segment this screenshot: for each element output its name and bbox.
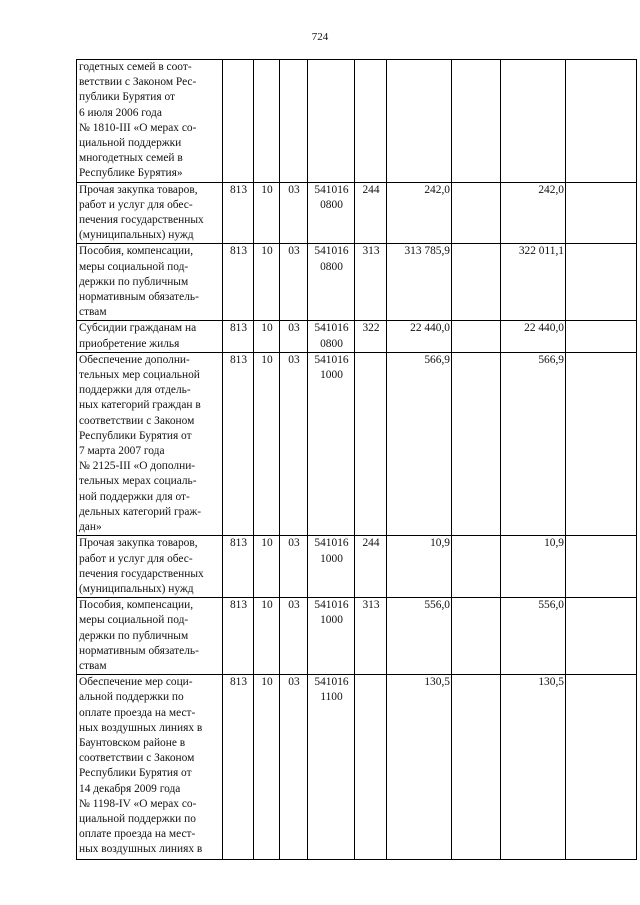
amount-2 <box>452 675 501 860</box>
amount-3: 242,0 <box>501 182 566 244</box>
section-code <box>254 60 280 183</box>
target-code: 541016 0800 <box>308 321 355 352</box>
table-row <box>77 598 637 675</box>
subsection-code: 03 <box>280 352 308 535</box>
ministry-code: 813 <box>223 244 254 321</box>
empty-cell <box>566 321 637 352</box>
amount-1: 242,0 <box>387 182 452 244</box>
section-code: 10 <box>254 598 280 675</box>
row-name: Пособия, компенсации, меры социальной под- держки по публичным нормативным обязатель- ствам <box>77 598 223 675</box>
target-code: 541016 1100 <box>308 675 355 860</box>
amount-2 <box>452 352 501 535</box>
amount-2 <box>452 598 501 675</box>
amount-3 <box>501 60 566 183</box>
expense-code: 313 <box>355 598 387 675</box>
target-code: 541016 1000 <box>308 352 355 535</box>
row-name: Прочая закупка товаров, работ и услуг для обес- печения государственных (муниципальных) нужд <box>77 182 223 244</box>
section-code: 10 <box>254 244 280 321</box>
expense-code: 244 <box>355 182 387 244</box>
target-code: 541016 0800 <box>308 244 355 321</box>
empty-cell <box>566 598 637 675</box>
subsection-code: 03 <box>280 675 308 860</box>
row-name: Обеспечение мер соци- альной поддержки по оплате проезда на мест- ных воздушных линиях в Баунтовском районе в соответствии с Законом Республики Бурятия от 14 декабря 2009 года № 1198-IV «О мерах со- циальной поддержки по оплате проезда на мест- ных воздушных линиях в <box>77 675 223 860</box>
amount-2 <box>452 321 501 352</box>
subsection-code: 03 <box>280 598 308 675</box>
table-row <box>77 60 637 183</box>
row-name: Субсидии гражданам на приобретение жилья <box>77 321 223 352</box>
amount-3: 566,9 <box>501 352 566 535</box>
target-code: 541016 0800 <box>308 182 355 244</box>
ministry-code: 813 <box>223 598 254 675</box>
subsection-code: 03 <box>280 321 308 352</box>
amount-1 <box>387 60 452 183</box>
amount-1: 130,5 <box>387 675 452 860</box>
amount-3: 10,9 <box>501 536 566 598</box>
amount-1: 556,0 <box>387 598 452 675</box>
amount-2 <box>452 536 501 598</box>
section-code: 10 <box>254 675 280 860</box>
table-row <box>77 321 637 352</box>
ministry-code <box>223 60 254 183</box>
subsection-code <box>280 60 308 183</box>
row-name: Обеспечение дополни- тельных мер социальной поддержки для отдель- ных категорий граждан в соответствии с Законом Республики Бурятия от 7 марта 2007 года № 2125-III «О дополни- тельных мерах социаль- ной поддержки для от- дельных категорий граж- дан» <box>77 352 223 535</box>
subsection-code: 03 <box>280 244 308 321</box>
table-row <box>77 244 637 321</box>
ministry-code: 813 <box>223 675 254 860</box>
amount-3: 22 440,0 <box>501 321 566 352</box>
amount-1: 22 440,0 <box>387 321 452 352</box>
amount-1: 566,9 <box>387 352 452 535</box>
page-number: 724 <box>311 31 329 43</box>
target-code <box>308 60 355 183</box>
expense-code <box>355 352 387 535</box>
ministry-code: 813 <box>223 536 254 598</box>
expense-code <box>355 60 387 183</box>
row-name: годетных семей в соот- ветствии с Законом Рес- публики Бурятия от 6 июля 2006 года № 1810-III «О мерах со- циальной поддержки многодетных семей в Республике Бурятия» <box>77 60 223 183</box>
table-row <box>77 182 637 244</box>
target-code: 541016 1000 <box>308 536 355 598</box>
section-code: 10 <box>254 352 280 535</box>
target-code: 541016 1000 <box>308 598 355 675</box>
ministry-code: 813 <box>223 182 254 244</box>
expense-code: 313 <box>355 244 387 321</box>
amount-3: 322 011,1 <box>501 244 566 321</box>
section-code: 10 <box>254 536 280 598</box>
amount-2 <box>452 182 501 244</box>
amount-1: 10,9 <box>387 536 452 598</box>
subsection-code: 03 <box>280 536 308 598</box>
amount-3: 556,0 <box>501 598 566 675</box>
expense-code: 322 <box>355 321 387 352</box>
amount-3: 130,5 <box>501 675 566 860</box>
table-row <box>77 352 637 535</box>
budget-table <box>76 59 637 860</box>
amount-2 <box>452 60 501 183</box>
section-code: 10 <box>254 182 280 244</box>
table-row <box>77 675 637 860</box>
section-code: 10 <box>254 321 280 352</box>
subsection-code: 03 <box>280 182 308 244</box>
empty-cell <box>566 536 637 598</box>
empty-cell <box>566 182 637 244</box>
ministry-code: 813 <box>223 352 254 535</box>
empty-cell <box>566 675 637 860</box>
row-name: Прочая закупка товаров, работ и услуг для обес- печения государственных (муниципальных) нужд <box>77 536 223 598</box>
ministry-code: 813 <box>223 321 254 352</box>
row-name: Пособия, компенсации, меры социальной под- держки по публичным нормативным обязатель- ствам <box>77 244 223 321</box>
empty-cell <box>566 352 637 535</box>
table-row <box>77 536 637 598</box>
expense-code: 244 <box>355 536 387 598</box>
amount-2 <box>452 244 501 321</box>
expense-code <box>355 675 387 860</box>
empty-cell <box>566 244 637 321</box>
amount-1: 313 785,9 <box>387 244 452 321</box>
empty-cell <box>566 60 637 183</box>
